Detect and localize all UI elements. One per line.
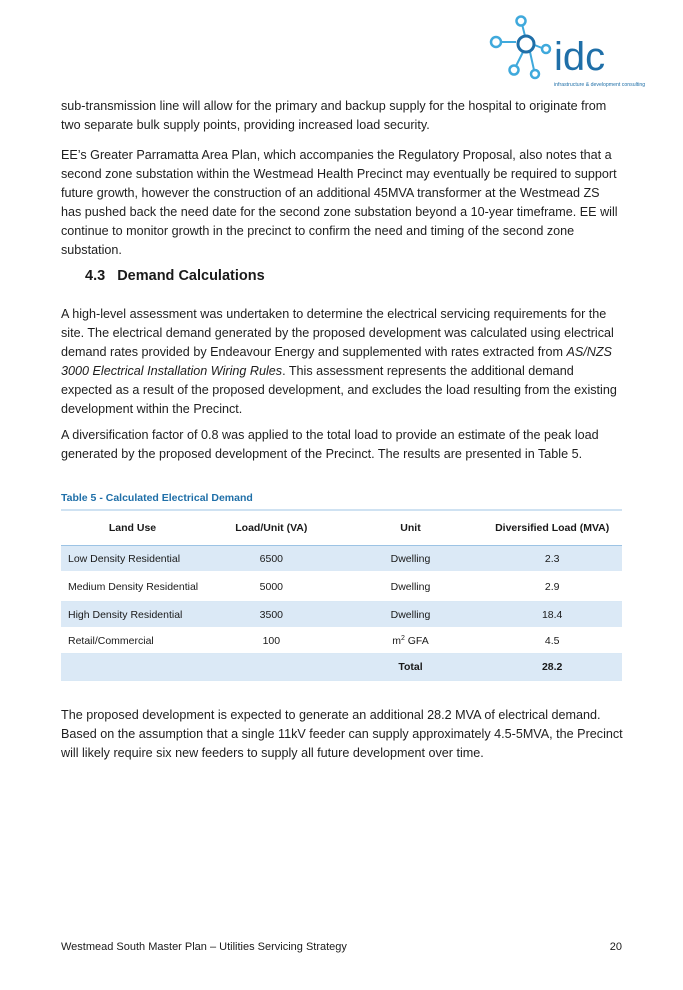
company-logo [488,14,646,90]
section-number: 4.3 [85,268,106,284]
cell-diversified: 2.9 [482,572,622,602]
unit-superscript: 2 [400,634,405,642]
section-title: Demand Calculations [117,268,265,284]
cell-unit: Dwelling [339,602,483,628]
intro-paragraph-1: sub-transmission line will allow for the primary and backup supply for the hospital to originate from two separate bulk supply points, providing increased load security. [61,99,607,132]
cell-unit [339,628,483,654]
section-paragraph-2: A diversification factor of 0.8 was applied to the total load to provide an estimate of the peak load generated by the proposed development of the Precinct. The results are presented in Table 5. [61,428,599,461]
cell-diversified: 18.4 [482,602,622,628]
cell-unit: Dwelling [339,572,483,602]
table-row [61,546,622,572]
table-row [61,572,622,602]
logo-tagline: infrastructure & development consulting [554,82,646,88]
table-row [61,628,622,654]
header-land-use: Land Use [61,510,204,546]
total-value: 28.2 [482,654,622,681]
cell-land-use: High Density Residential [61,602,204,628]
cell-diversified: 2.3 [482,546,622,572]
idc-logo-graphic [488,14,646,90]
total-empty-cell [204,654,339,681]
table-total-row [61,654,622,681]
table-row [61,602,622,628]
standard-reference: AS/NZS 3000 Electrical Installation Wiring Rules [61,345,612,378]
cell-diversified: 4.5 [482,628,622,654]
cell-load: 3500 [204,602,339,628]
header-diversified-load: Diversified Load (MVA) [482,510,622,546]
header-load-unit: Load/Unit (VA) [204,510,339,546]
demand-table [61,509,622,681]
unit-tail: GFA [404,634,429,647]
conclusion-paragraph: The proposed development is expected to generate an additional 28.2 MVA of electrical demand. Based on the assumption that a single 11kV feeder can supply approximately 4.5-5MVA, the Precinct will likely require six new feeders to supply all future development over time. [61,708,623,760]
header-unit: Unit [339,510,483,546]
footer-page-number: 20 [609,941,622,953]
logo-wordmark: idc [554,35,606,79]
unit-base: m [392,634,401,647]
section-p1-text-after: . This assessment represents the additional demand expected as a result of the proposed development, and excludes the load resulting from the existing development within the Precinct. [61,364,617,416]
total-label: Total [339,654,483,681]
table-header-row [61,510,622,546]
cell-land-use: Retail/Commercial [61,628,204,654]
section-paragraph-1 [61,305,623,419]
cell-land-use: Medium Density Residential [61,572,204,602]
cell-unit: Dwelling [339,546,483,572]
cell-load: 100 [204,628,339,654]
cell-load: 6500 [204,546,339,572]
section-heading [85,268,265,284]
intro-paragraph-2: EE’s Greater Parramatta Area Plan, which accompanies the Regulatory Proposal, also notes that a second zone substation within the Westmead Health Precinct may eventually be required to support future growth, however the construction of an additional 45MVA transformer at the Westmead ZS has pushed back the need date for the second zone substation beyond a 10-year timeframe. EE will continue to monitor growth in the precinct to confirm the need and timing of the second zone substation. [61,148,618,257]
cell-load: 5000 [204,572,339,602]
total-empty-cell [61,654,204,681]
cell-land-use: Low Density Residential [61,546,204,572]
footer-document-title: Westmead South Master Plan – Utilities Servicing Strategy [61,941,347,953]
section-p1-text-before: A high-level assessment was undertaken to determine the electrical servicing requirements for the site. The electrical demand generated by the proposed development was calculated using electrical demand rates provided by Endeavour Energy and supplemented with rates extracted from [61,307,614,359]
table-caption: Table 5 - Calculated Electrical Demand [61,492,253,504]
